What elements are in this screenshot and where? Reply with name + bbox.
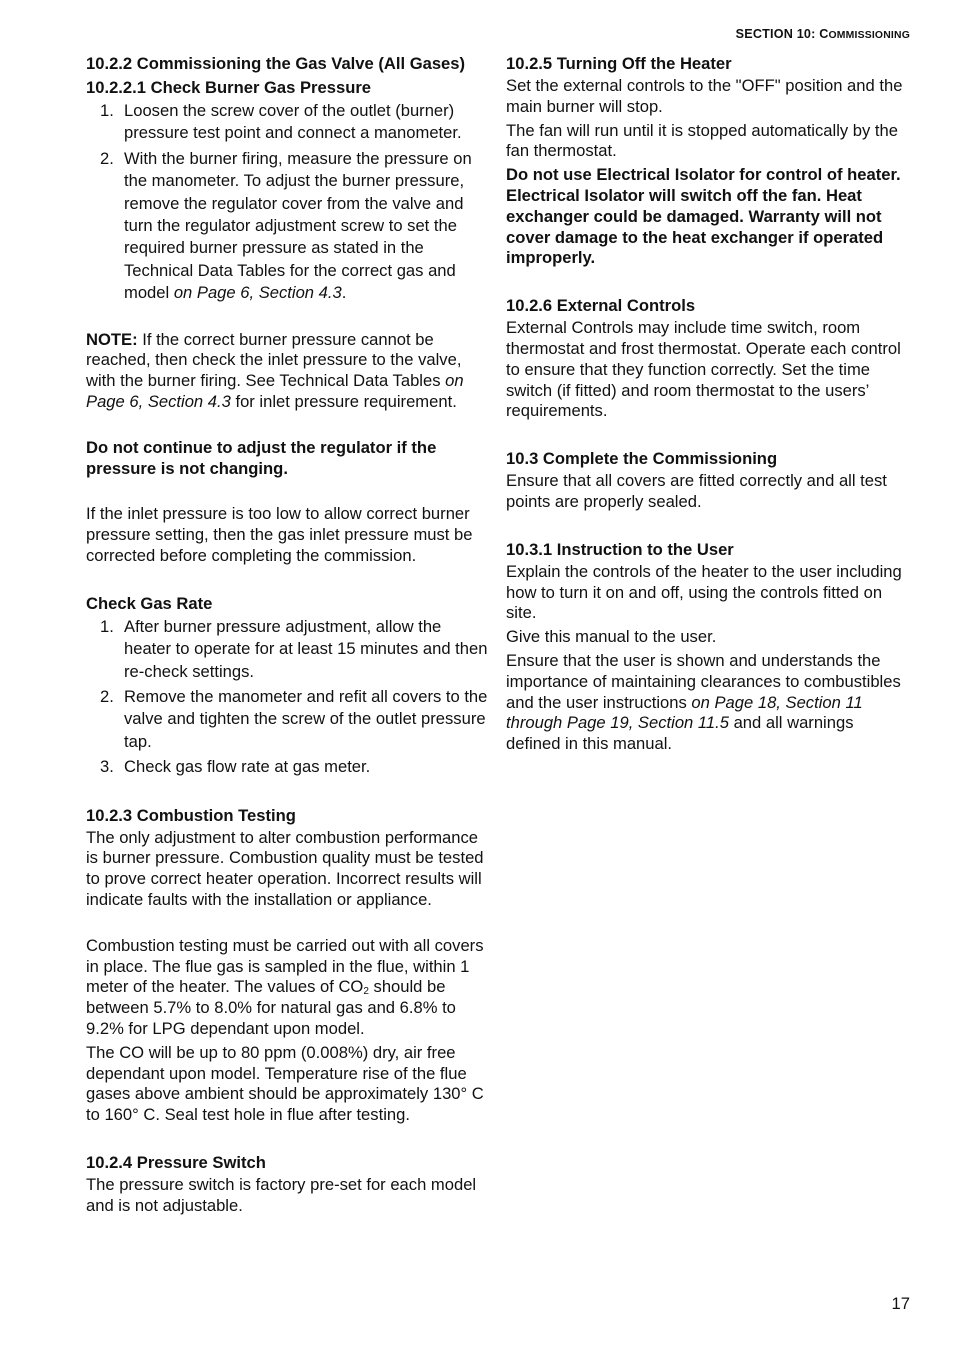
heading-10-3-1: 10.3.1 Instruction to the User [506,539,734,559]
heading-check-gas-rate: Check Gas Rate [86,593,213,613]
heading-10-2-5: 10.2.5 Turning Off the Heater [506,54,732,73]
pressure-switch-paragraph: The pressure switch is factory pre-set for each model and is not adjustable. [86,1175,477,1215]
list-item: 3. Check gas flow rate at gas meter. [100,757,371,777]
heading-10-3: 10.3 Complete the Commissioning [506,449,778,469]
combustion-paragraph-1: The only adjustment to alter combustion performance is burner pressure. Combustion quality must be tested to prove correct heater operation. Incorrect results will indicate faults with the installation or appliance. [86,827,484,910]
combustion-paragraph-3: The CO will be up to 80 ppm (0.008%) dry, air free dependant upon model. Temperature rise of the flue gases above ambient should be approximately 130° C to 160° C. Seal test hole in flue after testing. [86,1042,484,1125]
turn-off-paragraph-1: Set the external controls to the "OFF" position and the main burner will stop. [506,76,903,116]
heading-10-2-3: 10.2.3 Combustion Testing [86,805,296,825]
heading-10-2-2-1: 10.2.2.1 Check Burner Gas Pressure [86,78,372,97]
gas-rate-steps [86,616,490,779]
left-column [86,52,490,1220]
list-item: 1. Loosen the screw cover of the outlet (burner) pressure test point and connect a manometer. [100,101,462,143]
burner-pressure-steps [86,100,490,305]
regulator-warning: Do not continue to adjust the regulator if the pressure is not changing. [86,437,437,478]
heading-10-2-2: 10.2.2 Commissioning the Gas Valve (All Gases) [86,54,466,73]
list-item: 2. With the burner firing, measure the pressure on the manometer. To adjust the burner pressure, remove the regulator cover from the valve and turn the regulator adjustment screw to set the required burner pressure as stated in the Technical Data Tables for the correct gas and model on Page 6, Section 4.3. [100,148,472,303]
note-paragraph: NOTE: If the correct burner pressure cannot be reached, then check the inlet pressure to the valve, with the burner firing. See Technical Data Tables on Page 6, Section 4.3 for inlet pressure requirement. [86,329,464,412]
cross-reference[interactable]: on Page 6, Section 4.3 [86,371,464,412]
running-header: SECTION 10: COMMISSIONING [735,27,910,41]
list-item: 1. After burner pressure adjustment, allow the heater to operate for at least 15 minutes and then re-check settings. [100,616,488,681]
complete-commissioning-paragraph: Ensure that all covers are fitted correctly and all test points are properly sealed. [506,471,887,511]
combustion-paragraph-2: Combustion testing must be carried out with all covers in place. The flue gas is sampled in the flue, within 1 meter of the heater. The values of $CO_2$ should be between 5.7% to 8.0% for natural gas and 6.8% to 9.2% for LPG dependant upon model. [86,935,484,1039]
right-column [506,52,912,758]
external-controls-paragraph: External Controls may include time switch, room thermostat and frost thermostat. Operate each control to ensure that they function correctly. Set the time switch (if fitted) and room thermostat to the users’ requirements. [506,318,901,421]
isolator-warning: Do not use Electrical Isolator for control of heater. Electrical Isolator will switch off the fan. Heat exchanger could be damaged. Warranty will not cover damage to the heat exchanger if operated improperly. [506,165,901,268]
user-paragraph-3: Ensure that the user is shown and understands the importance of maintaining clearances to combustibles and the user instructions on Page 18, Section 11 through Page 19, Section 11.5 and all warnings defined in this manual. [506,650,901,754]
heading-10-2-4: 10.2.4 Pressure Switch [86,1153,266,1173]
cross-reference[interactable]: on Page 18, Section 11 through Page 19, Section 11.5 [506,692,863,733]
user-paragraph-1: Explain the controls of the heater to the user including how to turn it on and off, using the controls fitted on site. [506,561,902,623]
list-item: 2. Remove the manometer and refit all covers to the valve and tighten the screw of the outlet pressure tap. [100,687,488,751]
page-number: 17 [891,1294,910,1313]
user-paragraph-2: Give this manual to the user. [506,627,717,647]
inlet-pressure-paragraph: If the inlet pressure is too low to allow correct burner pressure setting, then the gas inlet pressure must be corrected before completing the commission. [86,504,473,566]
cross-reference[interactable]: on Page 6, Section 4.3 [173,283,342,303]
heading-10-2-6: 10.2.6 External Controls [506,296,696,316]
turn-off-paragraph-2: The fan will run until it is stopped automatically by the fan thermostat. [506,120,898,161]
